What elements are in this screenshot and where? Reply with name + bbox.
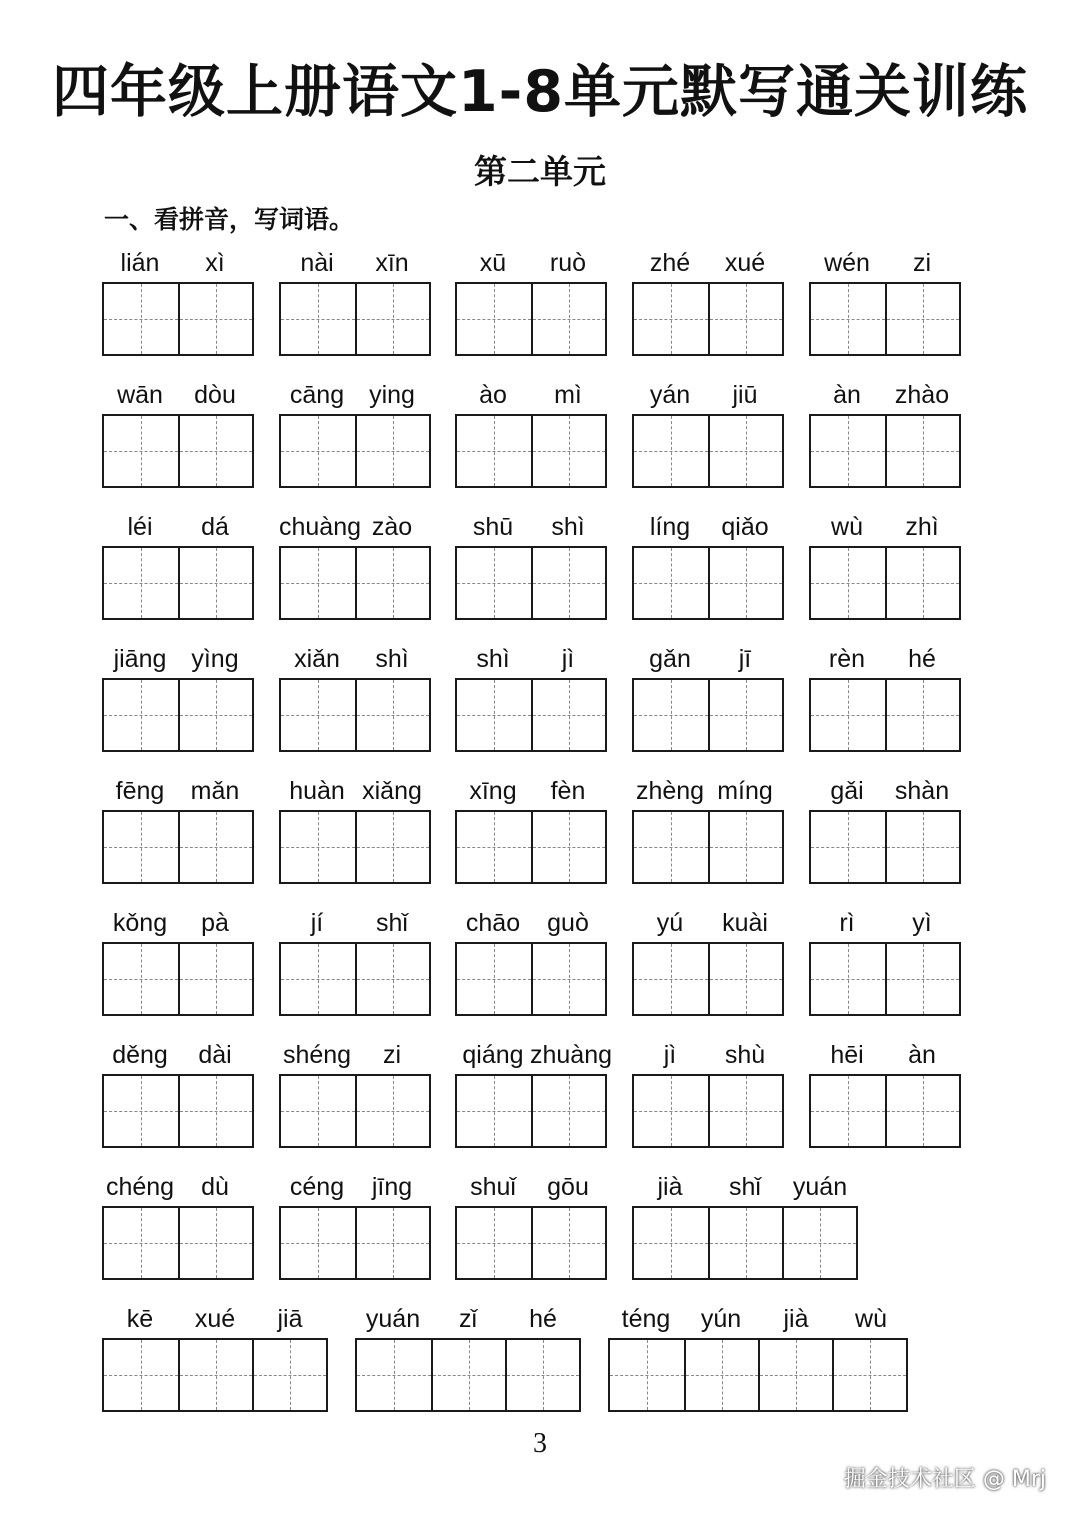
pinyin-label: kē [126,1305,154,1333]
writing-boxes [102,810,254,884]
pinyin-label: guò [547,909,589,937]
pinyin-label: ruò [549,249,587,277]
writing-boxes [102,942,254,1016]
character-box[interactable] [431,1340,505,1410]
character-box[interactable] [708,812,782,882]
pinyin-label: wān [117,381,163,409]
character-box[interactable] [281,284,355,354]
pinyin-label: shì [375,645,409,673]
character-box[interactable] [811,1076,885,1146]
character-box[interactable] [178,680,252,750]
writing-boxes [809,282,961,356]
character-box[interactable] [104,548,178,618]
pinyin-label: fēng [115,777,165,805]
writing-boxes [632,810,784,884]
pinyin-label: yìng [191,645,239,673]
character-box[interactable] [811,680,885,750]
writing-boxes [809,546,961,620]
pinyin-label: chéng [105,1173,175,1201]
pinyin-label: jí [310,909,324,937]
pinyin-label: gōu [547,1173,589,1201]
pinyin-label: yuán [792,1173,848,1201]
pinyin-label: shǐ [729,1173,761,1201]
writing-boxes [632,414,784,488]
character-box[interactable] [355,1208,429,1278]
character-box[interactable] [531,1076,605,1146]
page-number: 3 [533,1428,547,1459]
watermark: 掘金技术社区 @ Mrj [843,1467,1046,1492]
writing-boxes [809,810,961,884]
character-box[interactable] [178,548,252,618]
character-box[interactable] [104,1340,178,1410]
writing-boxes [455,1074,607,1148]
pinyin-label: jià [783,1305,809,1333]
writing-boxes [632,1206,858,1280]
writing-boxes [632,282,784,356]
pinyin-label: mì [554,381,582,409]
writing-boxes [632,546,784,620]
writing-boxes [279,810,431,884]
pinyin-label: kǒng [112,909,168,937]
writing-boxes [279,414,431,488]
pinyin-label: dòu [194,381,236,409]
pinyin-label: zhuàng [530,1041,613,1069]
character-box[interactable] [355,944,429,1014]
pinyin-label: shéng [282,1041,352,1069]
character-box[interactable] [355,548,429,618]
character-box[interactable] [355,1076,429,1146]
character-box[interactable] [178,1340,252,1410]
character-box[interactable] [885,548,959,618]
character-box[interactable] [355,416,429,486]
character-box[interactable] [708,680,782,750]
pinyin-label: shì [551,513,585,541]
character-box[interactable] [885,1076,959,1146]
pinyin-label: ào [479,381,507,409]
pinyin-label: dá [201,513,229,541]
writing-boxes [455,942,607,1016]
pinyin-label: xiǎng [362,777,422,805]
pinyin-label: jì [561,645,575,673]
character-box[interactable] [708,548,782,618]
character-box[interactable] [104,284,178,354]
character-box[interactable] [634,680,708,750]
writing-boxes [455,678,607,752]
pinyin-label: gǎi [830,777,864,805]
character-box[interactable] [634,944,708,1014]
pinyin-label: zi [912,249,932,277]
pinyin-label: rì [839,909,855,937]
pinyin-label: léi [127,513,153,541]
character-box[interactable] [457,416,531,486]
pinyin-label: jīng [371,1173,413,1201]
character-box[interactable] [811,548,885,618]
pinyin-label: àn [908,1041,936,1069]
character-box[interactable] [178,284,252,354]
pinyin-label: xīn [375,249,409,277]
section-heading: 一、看拼音，写词语。 [104,205,355,234]
pinyin-label: shuǐ [470,1173,516,1201]
writing-boxes [632,1074,784,1148]
writing-boxes [102,1206,254,1280]
character-box[interactable] [457,680,531,750]
pinyin-label: zhào [894,381,950,409]
pinyin-label: shù [724,1041,766,1069]
pinyin-label: yún [700,1305,742,1333]
pinyin-label: xué [724,249,766,277]
pinyin-label: kuài [722,909,768,937]
character-box[interactable] [104,944,178,1014]
character-box[interactable] [634,812,708,882]
character-box[interactable] [811,416,885,486]
character-box[interactable] [782,1208,856,1278]
pinyin-label: zào [371,513,413,541]
writing-boxes [632,942,784,1016]
character-box[interactable] [457,812,531,882]
character-box[interactable] [885,284,959,354]
writing-boxes [809,678,961,752]
pinyin-label: gǎn [649,645,691,673]
character-box[interactable] [708,1076,782,1146]
character-box[interactable] [104,812,178,882]
pinyin-label: nài [300,249,334,277]
pinyin-label: yuán [365,1305,421,1333]
character-box[interactable] [457,548,531,618]
character-box[interactable] [885,416,959,486]
unit-title: 第二单元 [474,152,606,191]
pinyin-label: jī [738,645,752,673]
character-box[interactable] [885,812,959,882]
character-box[interactable] [357,1340,431,1410]
writing-boxes [455,546,607,620]
character-box[interactable] [355,812,429,882]
pinyin-label: dài [198,1041,232,1069]
character-box[interactable] [708,944,782,1014]
writing-boxes [102,678,254,752]
pinyin-label: qiáng [462,1041,524,1069]
writing-boxes [102,1074,254,1148]
pinyin-label: zhì [905,513,939,541]
pinyin-label: xué [194,1305,236,1333]
character-box[interactable] [531,284,605,354]
writing-boxes [632,678,784,752]
character-box[interactable] [634,284,708,354]
character-box[interactable] [634,548,708,618]
pinyin-label: lián [120,249,160,277]
character-box[interactable] [531,416,605,486]
character-box[interactable] [832,1340,906,1410]
pinyin-label: shǐ [376,909,408,937]
writing-boxes [102,546,254,620]
pinyin-label: chāo [465,909,521,937]
character-box[interactable] [457,944,531,1014]
writing-boxes [102,414,254,488]
pinyin-label: xiǎn [294,645,340,673]
pinyin-label: zhé [649,249,691,277]
character-box[interactable] [104,1076,178,1146]
pinyin-label: zǐ [458,1305,478,1333]
pinyin-label: jià [657,1173,683,1201]
page-title: 四年级上册语文1-8单元默写通关训练 [52,59,1028,125]
pinyin-label: xū [479,249,507,277]
character-box[interactable] [708,416,782,486]
character-box[interactable] [531,812,605,882]
pinyin-label: huàn [289,777,345,805]
character-box[interactable] [708,1208,782,1278]
pinyin-label: wù [855,1305,887,1333]
writing-boxes [809,942,961,1016]
character-box[interactable] [355,680,429,750]
character-box[interactable] [634,1208,708,1278]
writing-boxes [455,282,607,356]
pinyin-label: téng [621,1305,671,1333]
character-box[interactable] [531,1208,605,1278]
writing-boxes [279,1074,431,1148]
pinyin-label: hēi [830,1041,864,1069]
writing-boxes [809,1074,961,1148]
pinyin-label: pà [201,909,229,937]
pinyin-label: fèn [550,777,586,805]
pinyin-label: wù [831,513,863,541]
pinyin-label: shū [472,513,514,541]
character-box[interactable] [178,416,252,486]
pinyin-label: yì [912,909,932,937]
writing-boxes [455,1206,607,1280]
writing-boxes [279,282,431,356]
character-box[interactable] [708,284,782,354]
writing-boxes [455,414,607,488]
pinyin-label: wén [824,249,870,277]
pinyin-label: qiǎo [721,513,769,541]
writing-boxes [102,1338,328,1412]
pinyin-label: ying [369,381,415,409]
character-box[interactable] [457,1208,531,1278]
writing-boxes [279,1206,431,1280]
character-box[interactable] [684,1340,758,1410]
pinyin-label: zi [382,1041,402,1069]
character-box[interactable] [634,416,708,486]
character-box[interactable] [178,1208,252,1278]
character-box[interactable] [178,1076,252,1146]
writing-boxes [279,678,431,752]
character-box[interactable] [531,680,605,750]
pinyin-label: céng [289,1173,345,1201]
pinyin-label: shì [476,645,510,673]
pinyin-label: xì [205,249,225,277]
pinyin-label: dù [201,1173,229,1201]
character-box[interactable] [355,284,429,354]
pinyin-label: jiā [277,1305,303,1333]
writing-boxes [809,414,961,488]
pinyin-label: jiāng [113,645,167,673]
character-box[interactable] [634,1076,708,1146]
character-box[interactable] [281,1076,355,1146]
character-box[interactable] [610,1340,684,1410]
pinyin-label: děng [112,1041,168,1069]
pinyin-label: hé [908,645,936,673]
character-box[interactable] [281,548,355,618]
character-box[interactable] [531,548,605,618]
pinyin-label: rèn [828,645,866,673]
character-box[interactable] [281,1208,355,1278]
character-box[interactable] [281,680,355,750]
pinyin-label: chuàng [279,513,362,541]
character-box[interactable] [758,1340,832,1410]
writing-boxes [279,546,431,620]
writing-boxes [355,1338,581,1412]
pinyin-label: yú [656,909,684,937]
writing-boxes [455,810,607,884]
character-box[interactable] [811,284,885,354]
writing-boxes [279,942,431,1016]
character-box[interactable] [104,416,178,486]
writing-boxes [608,1338,908,1412]
character-box[interactable] [178,944,252,1014]
pinyin-label: zhèng [635,777,705,805]
pinyin-label: hé [529,1305,557,1333]
character-box[interactable] [885,680,959,750]
character-box[interactable] [531,944,605,1014]
character-box[interactable] [505,1340,579,1410]
character-box[interactable] [811,812,885,882]
character-box[interactable] [457,284,531,354]
character-box[interactable] [104,680,178,750]
pinyin-label: jì [663,1041,677,1069]
character-box[interactable] [281,812,355,882]
character-box[interactable] [885,944,959,1014]
pinyin-label: míng [717,777,773,805]
character-box[interactable] [178,812,252,882]
character-box[interactable] [457,1076,531,1146]
pinyin-label: shàn [894,777,950,805]
pinyin-label: xīng [469,777,517,805]
writing-boxes [102,282,254,356]
pinyin-label: yán [649,381,691,409]
pinyin-label: mǎn [190,777,240,805]
pinyin-label: jiū [732,381,758,409]
character-box[interactable] [281,416,355,486]
character-box[interactable] [281,944,355,1014]
pinyin-label: àn [833,381,861,409]
pinyin-label: líng [649,513,691,541]
pinyin-label: cāng [289,381,345,409]
character-box[interactable] [104,1208,178,1278]
character-box[interactable] [252,1340,326,1410]
character-box[interactable] [811,944,885,1014]
